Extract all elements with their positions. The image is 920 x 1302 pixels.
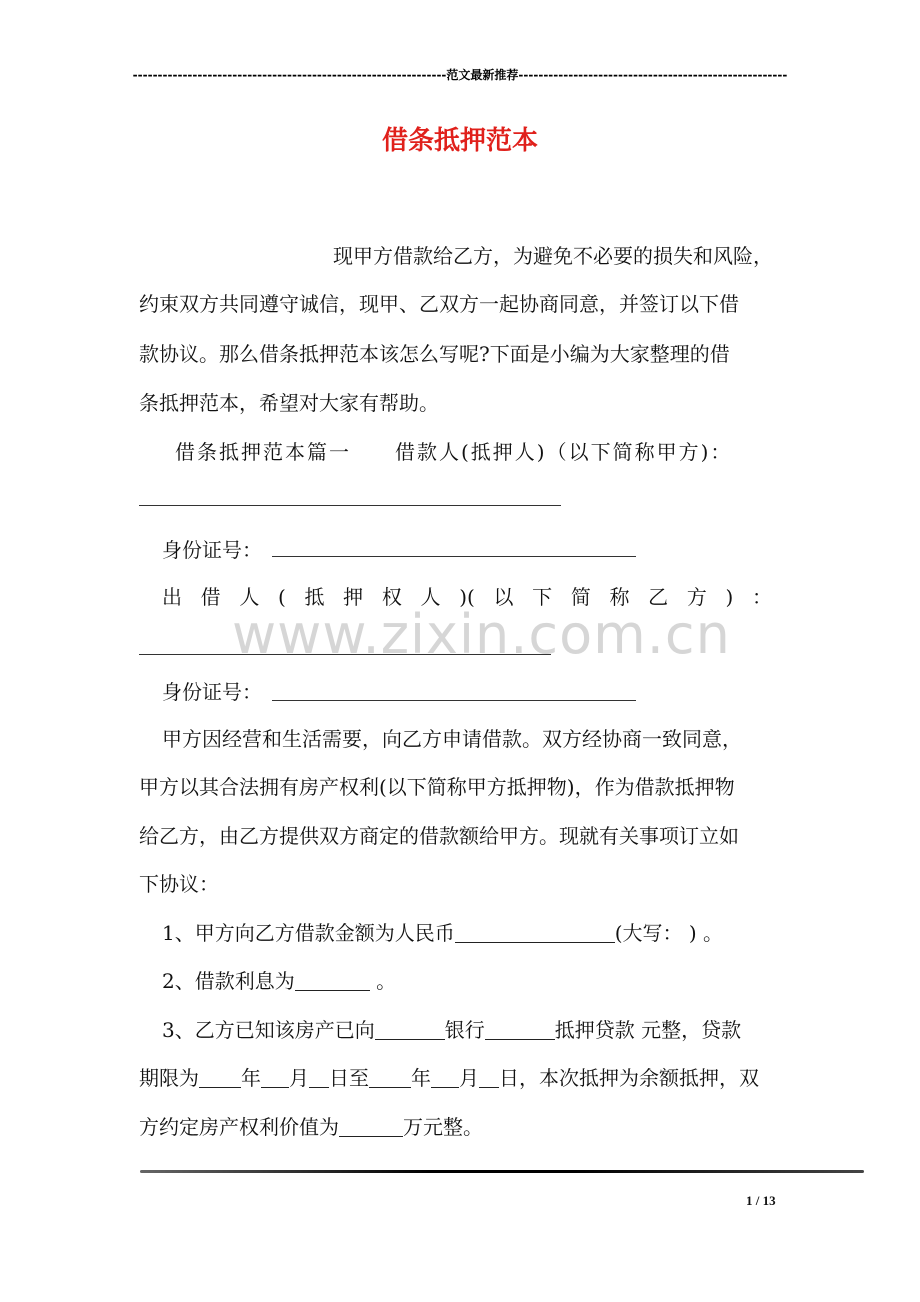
month-blank-2: [431, 1065, 459, 1088]
document-title: 借条抵押范本: [381, 126, 538, 156]
bank-blank: [375, 1017, 445, 1040]
body-line-4: 下协议：: [139, 872, 219, 896]
term-label: 期限为: [139, 1066, 199, 1090]
id-line-2: [162, 677, 642, 707]
item-3-text: 3、乙方已知该房产已向: [162, 1018, 375, 1042]
id-label-1: 身份证号：: [162, 538, 262, 562]
term-end-text: 日，本次抵押为余额抵押，双: [499, 1066, 759, 1090]
item-1-text: 1、甲方向乙方借款金额为人民币: [162, 921, 455, 945]
item-2-suffix: 。: [369, 969, 397, 993]
borrower-blank: [139, 505, 561, 506]
day-blank-1: [309, 1065, 329, 1088]
intro-line-2: 约束双方共同遵守诚信，现甲、乙双方一起协商同意，并签订以下借: [139, 292, 739, 316]
item-3-line-1: [162, 1015, 787, 1045]
footer-rule: [140, 1170, 864, 1173]
body-line-2: 甲方以其合法拥有房产权利(以下简称甲方抵押物)，作为借款抵押物: [139, 775, 735, 799]
value-blank: [339, 1114, 403, 1137]
page-number: 1 / 13: [746, 1193, 776, 1208]
intro-line-1: 现甲方借款给乙方，为避免不必要的损失和风险，: [333, 244, 773, 268]
bank-detail-blank: [485, 1017, 555, 1040]
id-blank-2: [272, 700, 636, 701]
day-label-1: 日至: [329, 1066, 369, 1090]
watermark: www.zixin.com.cn: [232, 603, 731, 666]
item-2: [162, 966, 562, 996]
borrower-label: 借款人(抵押人)（以下简称甲方)：: [395, 440, 733, 464]
year-label-1: 年: [241, 1066, 261, 1090]
intro-line-3: 款协议。那么借条抵押范本该怎么写呢?下面是小编为大家整理的借: [139, 342, 730, 366]
intro-line-4: 条抵押范本，希望对大家有帮助。: [139, 391, 439, 415]
item-3-loan: 抵押贷款 元整，贷款: [554, 1018, 742, 1042]
month-label-2: 月: [459, 1066, 479, 1090]
page-header: ---------------------------------------------------------------范文最新推荐------------------------------------------------------: [132, 68, 788, 82]
id-label-2: 身份证号：: [162, 680, 262, 704]
year-blank-2: [369, 1065, 411, 1088]
item-2-text: 2、借款利息为: [162, 969, 295, 993]
day-blank-2: [479, 1065, 499, 1088]
interest-blank: [295, 968, 370, 991]
value-suffix: 万元整。: [403, 1115, 483, 1139]
month-label-1: 月: [289, 1066, 309, 1090]
lender-label: 出借人(抵押权人)(以下简称乙方)：: [162, 585, 772, 609]
section-heading: 借条抵押范本篇一: [175, 440, 351, 464]
year-blank-1: [199, 1065, 241, 1088]
id-blank-1: [272, 556, 636, 557]
section-heading-line: [175, 437, 775, 467]
body-line-3: 给乙方，由乙方提供双方商定的借款额给甲方。现就有关事项订立如: [139, 824, 739, 848]
item-1-suffix: (大写： ) 。: [614, 921, 724, 945]
id-line-1: [162, 535, 642, 565]
amount-blank: [455, 920, 615, 943]
item-1: [162, 918, 782, 948]
year-label-2: 年: [411, 1066, 431, 1090]
item-3-line-2: [139, 1063, 789, 1093]
month-blank-1: [261, 1065, 289, 1088]
body-line-1: 甲方因经营和生活需要，向乙方申请借款。双方经协商一致同意，: [162, 727, 742, 751]
item-3-line-3: [139, 1112, 785, 1142]
value-label: 方约定房产权利价值为: [139, 1115, 339, 1139]
item-3-bank: 银行: [444, 1018, 485, 1042]
